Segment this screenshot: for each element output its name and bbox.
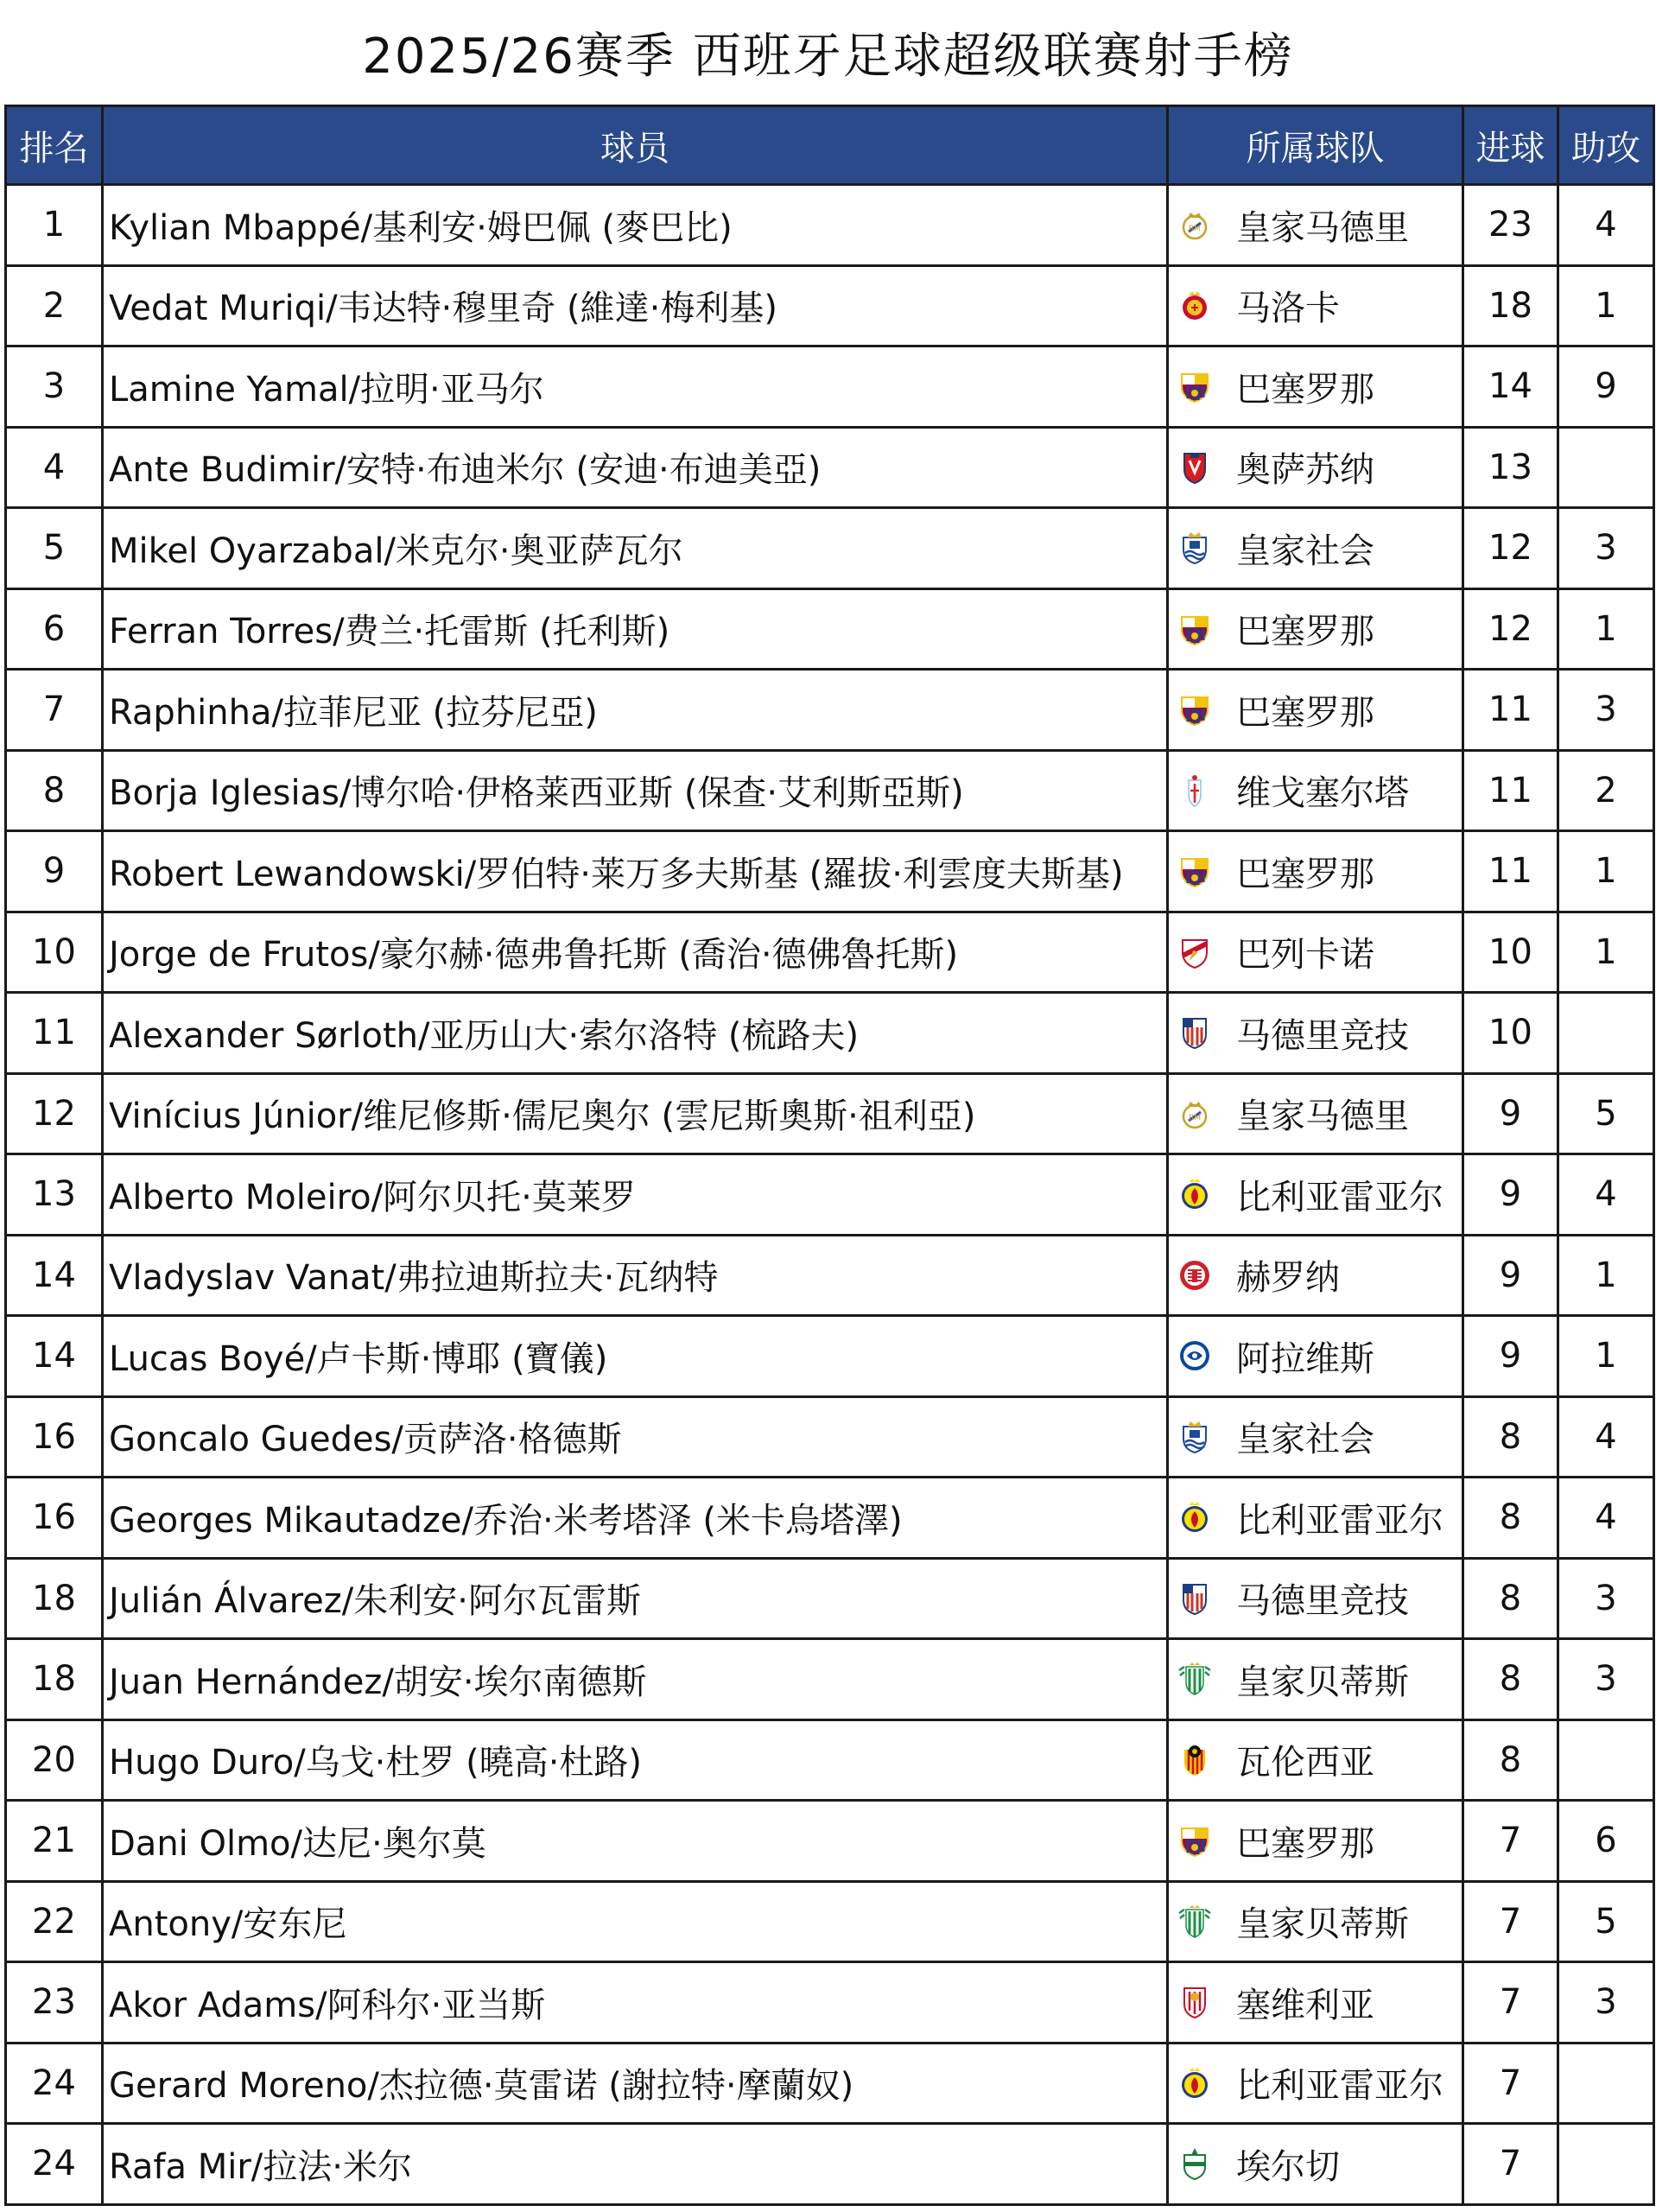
valencia-crest-icon: [1177, 1743, 1212, 1777]
team-cell: [1168, 1719, 1463, 1801]
goals-cell: 10: [1463, 912, 1558, 993]
rank-cell: 12: [6, 1073, 103, 1154]
goals-cell: 7: [1463, 2124, 1558, 2205]
celta-crest-icon: [1177, 773, 1212, 808]
goals-cell: 11: [1463, 750, 1558, 831]
team-name: 马洛卡: [1236, 289, 1340, 329]
assists-cell: 3: [1558, 1962, 1654, 2044]
sevilla-crest-icon: [1177, 1985, 1212, 2019]
team-cell: [1168, 185, 1463, 266]
assists-cell: 4: [1558, 1478, 1654, 1559]
player-cell: Rafa Mir/拉法·米尔: [103, 2124, 1168, 2205]
team-name: 瓦伦西亚: [1236, 1743, 1374, 1783]
player-cell: Robert Lewandowski/罗伯特·莱万多夫斯基 (羅拔·利雲度夫斯基): [103, 831, 1168, 912]
osasuna-crest-icon: [1177, 450, 1212, 485]
goals-cell: 11: [1463, 670, 1558, 751]
goals-cell: 10: [1463, 993, 1558, 1074]
team-cell: [1168, 346, 1463, 428]
rank-cell: 18: [6, 1639, 103, 1720]
table-row: [6, 1639, 1654, 1720]
goals-cell: 8: [1463, 1396, 1558, 1478]
rank-cell: 3: [6, 346, 103, 428]
team-name: 巴列卡诺: [1236, 935, 1374, 976]
team-cell: [1168, 265, 1463, 346]
goals-cell: 8: [1463, 1719, 1558, 1801]
table-row: [6, 1881, 1654, 1962]
goals-cell: 18: [1463, 265, 1558, 346]
girona-crest-icon: [1177, 1258, 1212, 1293]
player-cell: Juan Hernández/胡安·埃尔南德斯: [103, 1639, 1168, 1720]
rank-cell: 10: [6, 912, 103, 993]
assists-cell: 1: [1558, 831, 1654, 912]
table-row: [6, 265, 1654, 346]
team-name: 塞维利亚: [1236, 1985, 1374, 2025]
team-name: 巴塞罗那: [1236, 1823, 1374, 1864]
team-cell: [1168, 750, 1463, 831]
team-name: 皇家社会: [1236, 531, 1374, 571]
assists-cell: [1558, 993, 1654, 1074]
goals-cell: 12: [1463, 588, 1558, 670]
rank-cell: 18: [6, 1558, 103, 1639]
table-row: [6, 508, 1654, 589]
mallorca-crest-icon: [1177, 289, 1212, 323]
assists-cell: 3: [1558, 508, 1654, 589]
barcelona-crest-icon: [1177, 854, 1212, 888]
team-cell: [1168, 427, 1463, 508]
table-row: [6, 1801, 1654, 1882]
player-cell: Jorge de Frutos/豪尔赫·德弗鲁托斯 (喬治·德佛魯托斯): [103, 912, 1168, 993]
player-cell: Vladyslav Vanat/弗拉迪斯拉夫·瓦纳特: [103, 1235, 1168, 1316]
assists-cell: 1: [1558, 265, 1654, 346]
rank-cell: 22: [6, 1881, 103, 1962]
rank-cell: 13: [6, 1154, 103, 1236]
goals-cell: 7: [1463, 1801, 1558, 1882]
assists-cell: 1: [1558, 912, 1654, 993]
table-row: [6, 1316, 1654, 1397]
goals-cell: 9: [1463, 1073, 1558, 1154]
player-cell: Ante Budimir/安特·布迪米尔 (安迪·布迪美亞): [103, 427, 1168, 508]
rank-cell: 14: [6, 1316, 103, 1397]
assists-cell: [1558, 427, 1654, 508]
player-cell: Alexander Sørloth/亚历山大·索尔洛特 (梳路夫): [103, 993, 1168, 1074]
assists-cell: 1: [1558, 588, 1654, 670]
rank-cell: 1: [6, 185, 103, 266]
table-row: [6, 588, 1654, 670]
table-row: [6, 1558, 1654, 1639]
goals-cell: 13: [1463, 427, 1558, 508]
assists-cell: 3: [1558, 1639, 1654, 1720]
betis-crest-icon: [1177, 1904, 1212, 1939]
rank-cell: 9: [6, 831, 103, 912]
team-name: 皇家社会: [1236, 1420, 1374, 1460]
assists-cell: 3: [1558, 670, 1654, 751]
goals-cell: 8: [1463, 1639, 1558, 1720]
rank-cell: 5: [6, 508, 103, 589]
real-sociedad-crest-icon: [1177, 1420, 1212, 1454]
villarreal-crest-icon: [1177, 1500, 1212, 1535]
assists-cell: 1: [1558, 1316, 1654, 1397]
goals-cell: 9: [1463, 1235, 1558, 1316]
table-body: [6, 185, 1654, 2205]
villarreal-crest-icon: [1177, 1177, 1212, 1211]
team-cell: [1168, 1396, 1463, 1478]
svg-text:RM: RM: [1188, 225, 1202, 234]
table-row: [6, 1962, 1654, 2044]
team-name: 皇家贝蒂斯: [1236, 1904, 1409, 1945]
assists-cell: 1: [1558, 1235, 1654, 1316]
team-cell: [1168, 670, 1463, 751]
rank-cell: 6: [6, 588, 103, 670]
team-cell: [1168, 993, 1463, 1074]
elche-crest-icon: [1177, 2146, 1212, 2181]
rank-cell: 24: [6, 2124, 103, 2205]
table-row: [6, 750, 1654, 831]
team-name: 马德里竞技: [1236, 1015, 1409, 1056]
table-row: [6, 2043, 1654, 2124]
goals-cell: 7: [1463, 1881, 1558, 1962]
assists-cell: 2: [1558, 750, 1654, 831]
barcelona-crest-icon: [1177, 692, 1212, 727]
team-name: 马德里竞技: [1236, 1581, 1409, 1622]
team-cell: [1168, 508, 1463, 589]
villarreal-crest-icon: [1177, 2066, 1212, 2101]
goals-cell: 8: [1463, 1558, 1558, 1639]
team-cell: [1168, 2124, 1463, 2205]
goals-cell: 11: [1463, 831, 1558, 912]
player-cell: Georges Mikautadze/乔治·米考塔泽 (米卡烏塔澤): [103, 1478, 1168, 1559]
assists-cell: 6: [1558, 1801, 1654, 1882]
table-row: [6, 1235, 1654, 1316]
team-name: 皇家马德里: [1236, 207, 1409, 248]
team-cell: [1168, 588, 1463, 670]
player-cell: Raphinha/拉菲尼亚 (拉芬尼亞): [103, 670, 1168, 751]
rank-cell: 20: [6, 1719, 103, 1801]
team-cell: [1168, 1881, 1463, 1962]
rayo-crest-icon: [1177, 935, 1212, 969]
team-name: 巴塞罗那: [1236, 612, 1374, 652]
player-cell: Vinícius Júnior/维尼修斯·儒尼奥尔 (雲尼斯奧斯·祖利亞): [103, 1073, 1168, 1154]
table-row: [6, 185, 1654, 266]
team-cell: [1168, 1316, 1463, 1397]
player-cell: Gerard Moreno/杰拉德·莫雷诺 (謝拉特·摩蘭奴): [103, 2043, 1168, 2124]
table-row: [6, 993, 1654, 1074]
goals-cell: 12: [1463, 508, 1558, 589]
page-title: 2025/26赛季 西班牙足球超级联赛射手榜: [362, 29, 1294, 85]
table-row: [6, 1478, 1654, 1559]
goals-cell: 8: [1463, 1478, 1558, 1559]
table-row: [6, 670, 1654, 751]
team-cell: [1168, 1073, 1463, 1154]
team-name: 比利亚雷亚尔: [1236, 1500, 1443, 1541]
player-cell: Goncalo Guedes/贡萨洛·格德斯: [103, 1396, 1168, 1478]
player-cell: Dani Olmo/达尼·奥尔莫: [103, 1801, 1168, 1882]
real-madrid-crest-icon: [1177, 1096, 1212, 1131]
rank-cell: 7: [6, 670, 103, 751]
team-cell: [1168, 1639, 1463, 1720]
team-name: 巴塞罗那: [1236, 369, 1374, 410]
player-cell: Vedat Muriqi/韦达特·穆里奇 (維達·梅利基): [103, 265, 1168, 346]
rank-cell: 4: [6, 427, 103, 508]
table-row: [6, 1719, 1654, 1801]
player-cell: Akor Adams/阿科尔·亚当斯: [103, 1962, 1168, 2044]
player-cell: Alberto Moleiro/阿尔贝托·莫莱罗: [103, 1154, 1168, 1236]
goals-cell: 7: [1463, 2043, 1558, 2124]
team-name: 埃尔切: [1236, 2146, 1340, 2187]
real-sociedad-crest-icon: [1177, 531, 1212, 565]
team-name: 比利亚雷亚尔: [1236, 1177, 1443, 1217]
table-row: [6, 1073, 1654, 1154]
table-row: [6, 346, 1654, 428]
team-cell: [1168, 1154, 1463, 1236]
goals-cell: 7: [1463, 1962, 1558, 2044]
assists-cell: 5: [1558, 1881, 1654, 1962]
goals-cell: 23: [1463, 185, 1558, 266]
rank-cell: 24: [6, 2043, 103, 2124]
rank-cell: 21: [6, 1801, 103, 1882]
rank-cell: 14: [6, 1235, 103, 1316]
header-assists: 助攻: [1558, 106, 1654, 185]
table-row: [6, 2124, 1654, 2205]
assists-cell: 5: [1558, 1073, 1654, 1154]
player-cell: Mikel Oyarzabal/米克尔·奥亚萨瓦尔: [103, 508, 1168, 589]
team-cell: [1168, 2043, 1463, 2124]
alaves-crest-icon: [1177, 1338, 1212, 1373]
team-cell: [1168, 912, 1463, 993]
svg-text:RM: RM: [1188, 1113, 1202, 1122]
player-cell: Hugo Duro/乌戈·杜罗 (曉高·杜路): [103, 1719, 1168, 1801]
player-cell: Lamine Yamal/拉明·亚马尔: [103, 346, 1168, 428]
table-row: [6, 912, 1654, 993]
real-madrid-crest-icon: [1177, 207, 1212, 242]
rank-cell: 8: [6, 750, 103, 831]
goals-cell: 9: [1463, 1154, 1558, 1236]
table-row: [6, 427, 1654, 508]
rank-cell: 23: [6, 1962, 103, 2044]
goals-cell: 14: [1463, 346, 1558, 428]
player-cell: Borja Iglesias/博尔哈·伊格莱西亚斯 (保查·艾利斯亞斯): [103, 750, 1168, 831]
player-cell: Ferran Torres/费兰·托雷斯 (托利斯): [103, 588, 1168, 670]
scorers-table: [4, 105, 1655, 2206]
team-cell: [1168, 831, 1463, 912]
player-cell: Lucas Boyé/卢卡斯·博耶 (寶儀): [103, 1316, 1168, 1397]
team-name: 皇家马德里: [1236, 1096, 1409, 1137]
table-row: [6, 831, 1654, 912]
team-name: 阿拉维斯: [1236, 1338, 1374, 1379]
player-cell: Kylian Mbappé/基利安·姆巴佩 (麥巴比): [103, 185, 1168, 266]
team-name: 巴塞罗那: [1236, 692, 1374, 733]
team-name: 巴塞罗那: [1236, 854, 1374, 894]
header-rank: 排名: [6, 106, 103, 185]
barcelona-crest-icon: [1177, 1823, 1212, 1858]
assists-cell: 4: [1558, 1396, 1654, 1478]
betis-crest-icon: [1177, 1662, 1212, 1696]
barcelona-crest-icon: [1177, 369, 1212, 404]
player-cell: Julián Álvarez/朱利安·阿尔瓦雷斯: [103, 1558, 1168, 1639]
team-name: 比利亚雷亚尔: [1236, 2066, 1443, 2107]
assists-cell: [1558, 2043, 1654, 2124]
table-header-row: [6, 106, 1654, 185]
rank-cell: 16: [6, 1396, 103, 1478]
header-goals: 进球: [1463, 106, 1558, 185]
assists-cell: 9: [1558, 346, 1654, 428]
team-cell: [1168, 1801, 1463, 1882]
team-name: 奥萨苏纳: [1236, 450, 1374, 491]
team-cell: [1168, 1478, 1463, 1559]
team-name: 维戈塞尔塔: [1236, 773, 1409, 814]
barcelona-crest-icon: [1177, 612, 1212, 646]
header-player: 球员: [103, 106, 1168, 185]
atletico-crest-icon: [1177, 1015, 1212, 1050]
atletico-crest-icon: [1177, 1581, 1212, 1616]
rank-cell: 2: [6, 265, 103, 346]
team-name: 皇家贝蒂斯: [1236, 1662, 1409, 1702]
assists-cell: [1558, 2124, 1654, 2205]
team-cell: [1168, 1962, 1463, 2044]
assists-cell: 3: [1558, 1558, 1654, 1639]
rank-cell: 16: [6, 1478, 103, 1559]
assists-cell: 4: [1558, 185, 1654, 266]
team-cell: [1168, 1235, 1463, 1316]
goals-cell: 9: [1463, 1316, 1558, 1397]
player-cell: Antony/安东尼: [103, 1881, 1168, 1962]
rank-cell: 11: [6, 993, 103, 1074]
team-name: 赫罗纳: [1236, 1258, 1340, 1299]
table-row: [6, 1396, 1654, 1478]
assists-cell: 4: [1558, 1154, 1654, 1236]
header-team: 所属球队: [1168, 106, 1463, 185]
team-cell: [1168, 1558, 1463, 1639]
assists-cell: [1558, 1719, 1654, 1801]
table-row: [6, 1154, 1654, 1236]
